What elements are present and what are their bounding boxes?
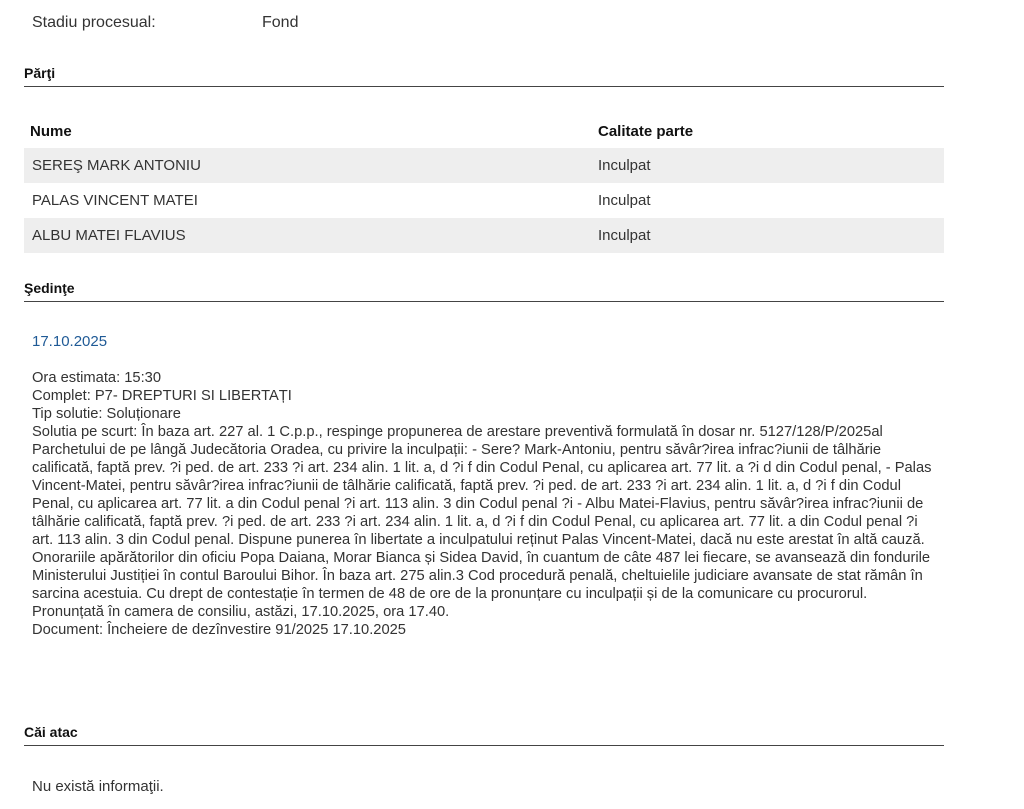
cai-atac-empty-text: Nu există informaţii. (32, 778, 164, 795)
column-header-nume: Nume (30, 122, 72, 140)
party-role: Inculpat (598, 157, 651, 174)
sedinta-details (32, 369, 940, 639)
section-header-sedinte: Şedinţe (24, 279, 944, 302)
sedinta-date: 17.10.2025 (32, 333, 108, 350)
stadiu-label: Stadiu procesual: (32, 14, 156, 31)
party-name: PALAS VINCENT MATEI (32, 192, 198, 209)
sedinta-solutia: Solutia pe scurt: În baza art. 227 al. 1 C.p.p., respinge propunerea de arestare preventivă formulată în dosar nr. 5127/128/P/2025al Parchetului de pe lângă Judecătoria Oradea, cu privire la inculpații: - Sere? Mark-Antoniu, pentru săvâr?irea infrac?iunii de tâlhărie calificată, faptă prev. ?i ped. de art. 233 ?i art. 234 alin. 1 lit. a, d ?i f din Codul Penal, cu aplicarea art. 77 lit. a ?i d din Codul penal, - Palas Vincent-Matei, pentru săvâr?irea infrac?iunii de tâlhărie calificată, faptă prev. ?i ped. de art. 233 ?i art. 234 alin. 1 lit. a, d ?i f din Codul Penal, cu aplicarea art. 77 lit. a din Codul penal ?i art. 113 alin. 3 din Codul penal ?i - Albu Matei-Flavius, pentru săvâr?irea infrac?iunii de tâlhărie calificată, faptă prev. ?i ped. de art. 233 ?i art. 234 alin. 1 lit. a, d ?i f din Codul Penal, cu aplicarea art. 77 lit. a din Codul penal ?i art. 113 alin. 3 din Codul penal. Dispune punerea în libertate a inculpatului reținut Palas Vincent-Matei, dacă nu este arestat în altă cauză. Onorariile apărătorilor din oficiu Popa Daiana, Morar Bianca și Sidea David, în cuantum de câte 487 lei fiecare, se avansează din fondurile Ministerului Justiției în contul Baroului Bihor. În baza art. 275 alin.3 Cod procedură penală, cheltuielile judiciare avansate de stat rămân în sarcina acestuia. Cu drept de contestație în termen de 48 de ore de la pronunțare cu inculpații și de la comunicare cu procurorul. Pronunțată în camera de consiliu, astăzi, 17.10.2025, ora 17.40. (32, 424, 932, 620)
section-header-cai-atac: Căi atac (24, 723, 944, 746)
parti-table (24, 114, 944, 253)
section-header-parti: Părţi (24, 64, 944, 87)
party-role: Inculpat (598, 192, 651, 209)
sedinta-ora: Ora estimata: 15:30 (32, 370, 161, 386)
party-name: ALBU MATEI FLAVIUS (32, 227, 186, 244)
table-row (24, 183, 944, 218)
table-row (24, 148, 944, 183)
sedinta-tip-solutie: Tip solutie: Soluționare (32, 406, 181, 422)
sedinta-complet: Complet: P7- DREPTURI SI LIBERTAȚI (32, 388, 292, 404)
column-header-calitate: Calitate parte (598, 122, 694, 140)
parti-table-header (24, 114, 944, 148)
sedinta-document: Document: Încheiere de dezînvestire 91/2025 17.10.2025 (32, 622, 406, 638)
party-name: SEREŞ MARK ANTONIU (32, 157, 201, 174)
party-role: Inculpat (598, 227, 651, 244)
table-row (24, 218, 944, 253)
stadiu-value: Fond (262, 14, 299, 31)
